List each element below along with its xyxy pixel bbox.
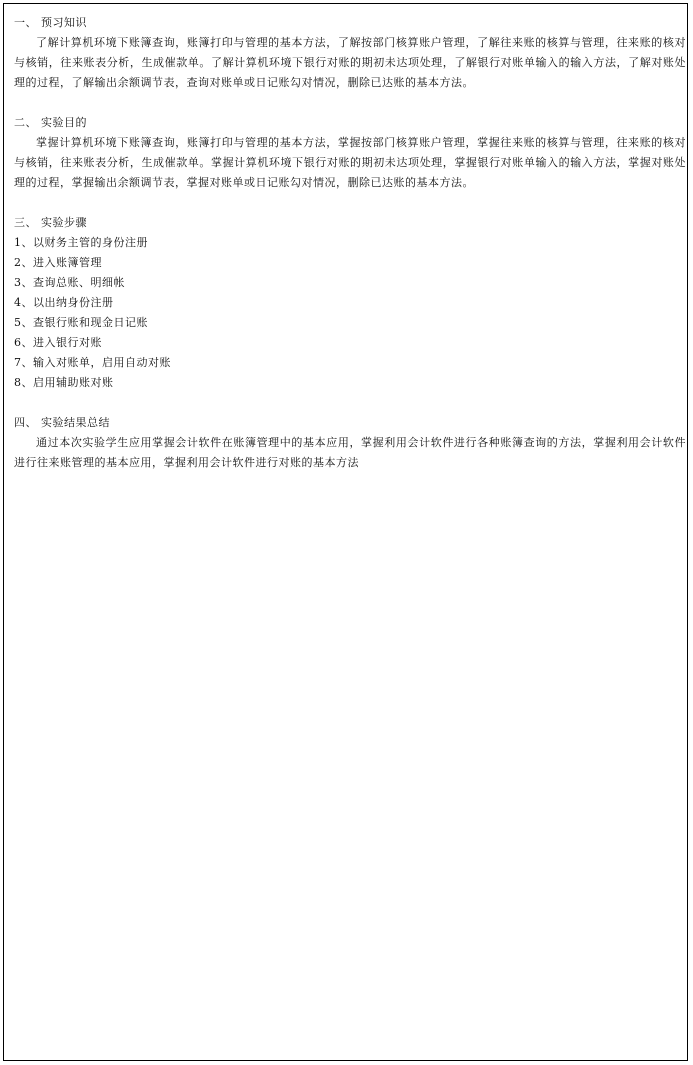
step-item: 8、启用辅助账对账 [14, 376, 114, 389]
section-purpose [14, 113, 686, 193]
steps-list [14, 233, 686, 393]
document-frame [3, 3, 688, 1061]
step-item: 1、以财务主管的身份注册 [14, 236, 148, 249]
section-paragraph: 了解计算机环境下账簿查询，账簿打印与管理的基本方法，了解按部门核算账户管理，了解往来账的核算与管理，往来账的核对与核销，往来账表分析，生成催款单。了解计算机环境下银行对账的期初未达项处理，了解银行对账单输入的输入方法，了解对账处理的过程，了解输出余额调节表，查询对账单或日记账勾对情况，删除已达账的基本方法。 [14, 36, 686, 89]
step-item: 2、进入账簿管理 [14, 256, 102, 269]
step-item: 5、查银行账和现金日记账 [14, 316, 148, 329]
step-item: 4、以出纳身份注册 [14, 296, 114, 309]
section-heading: 三、 实验步骤 [14, 216, 87, 229]
section-preview [14, 13, 686, 93]
step-item: 6、进入银行对账 [14, 336, 102, 349]
section-heading: 四、 实验结果总结 [14, 416, 110, 429]
section-steps [14, 213, 686, 393]
document-content [14, 13, 686, 493]
section-heading: 二、 实验目的 [14, 116, 87, 129]
step-item: 7、输入对账单，启用自动对账 [14, 356, 171, 369]
section-paragraph: 掌握计算机环境下账簿查询，账簿打印与管理的基本方法，掌握按部门核算账户管理，掌握往来账的核算与管理，往来账的核对与核销，往来账表分析，生成催款单。掌握计算机环境下银行对账的期初未达项处理，掌握银行对账单输入的输入方法，掌握对账处理的过程，掌握输出余额调节表，掌握对账单或日记账勾对情况，删除已达账的基本方法。 [14, 136, 686, 189]
step-item: 3、查询总账、明细帐 [14, 276, 125, 289]
section-heading: 一、 预习知识 [14, 16, 87, 29]
section-paragraph: 通过本次实验学生应用掌握会计软件在账簿管理中的基本应用，掌握利用会计软件进行各种账簿查询的方法，掌握利用会计软件进行往来账管理的基本应用，掌握利用会计软件进行对账的基本方法 [14, 436, 686, 469]
section-summary [14, 413, 686, 473]
